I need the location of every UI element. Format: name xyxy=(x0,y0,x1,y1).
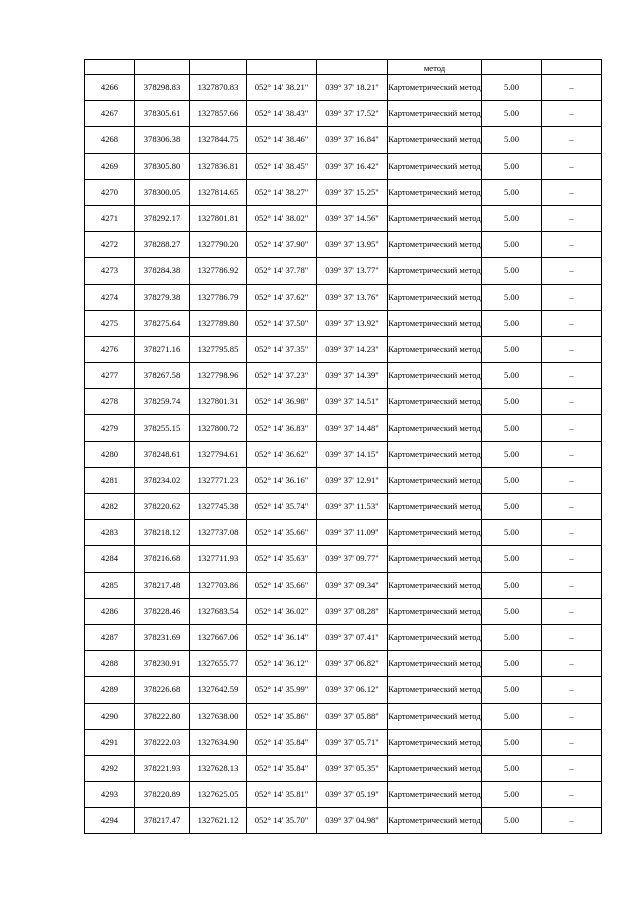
y-coordinate-cell: 1327794.61 xyxy=(190,441,247,467)
longitude-cell: 039° 37' 05.71" xyxy=(317,729,388,755)
latitude-cell: 052° 14' 35.74" xyxy=(247,494,317,520)
point-number-cell: 4282 xyxy=(85,494,135,520)
longitude-cell: 039° 37' 14.15" xyxy=(317,441,388,467)
accuracy-cell: 5.00 xyxy=(482,363,542,389)
note-cell: – xyxy=(542,258,602,284)
latitude-cell: 052° 14' 35.84" xyxy=(247,755,317,781)
accuracy-cell: 5.00 xyxy=(482,624,542,650)
method-cell: Картометрический метод xyxy=(388,153,482,179)
longitude-cell: 039° 37' 13.77" xyxy=(317,258,388,284)
table-row xyxy=(85,494,602,520)
method-cell: Картометрический метод xyxy=(388,101,482,127)
latitude-cell: 052° 14' 35.70" xyxy=(247,808,317,834)
latitude-cell: 052° 14' 38.45" xyxy=(247,153,317,179)
table-row xyxy=(85,205,602,231)
x-coordinate-cell: 378221.93 xyxy=(135,755,190,781)
x-coordinate-cell: 378275.64 xyxy=(135,310,190,336)
latitude-cell: 052° 14' 35.66" xyxy=(247,520,317,546)
note-cell: – xyxy=(542,101,602,127)
point-number-cell: 4288 xyxy=(85,651,135,677)
longitude-cell: 039° 37' 14.56" xyxy=(317,205,388,231)
x-coordinate-cell: 378306.38 xyxy=(135,127,190,153)
accuracy-cell: 5.00 xyxy=(482,703,542,729)
longitude-cell: 039° 37' 14.51" xyxy=(317,389,388,415)
x-coordinate-cell: 378216.68 xyxy=(135,546,190,572)
x-coordinate-cell: 378226.68 xyxy=(135,677,190,703)
longitude-cell: 039° 37' 13.76" xyxy=(317,284,388,310)
x-coordinate-cell: 378217.48 xyxy=(135,572,190,598)
note-cell: – xyxy=(542,520,602,546)
table-row xyxy=(85,808,602,834)
longitude-cell: 039° 37' 05.19" xyxy=(317,782,388,808)
accuracy-cell: 5.00 xyxy=(482,101,542,127)
note-cell: – xyxy=(542,363,602,389)
table-row xyxy=(85,624,602,650)
method-cell: Картометрический метод xyxy=(388,546,482,572)
longitude-cell: 039° 37' 15.25" xyxy=(317,179,388,205)
point-number-cell: 4278 xyxy=(85,389,135,415)
accuracy-cell: 5.00 xyxy=(482,179,542,205)
longitude-cell: 039° 37' 16.42" xyxy=(317,153,388,179)
accuracy-cell: 5.00 xyxy=(482,677,542,703)
document-page xyxy=(84,59,601,834)
latitude-cell: 052° 14' 37.23" xyxy=(247,363,317,389)
note-cell: – xyxy=(542,389,602,415)
accuracy-cell: 5.00 xyxy=(482,284,542,310)
table-row xyxy=(85,415,602,441)
point-number-cell: 4274 xyxy=(85,284,135,310)
point-number-cell: 4294 xyxy=(85,808,135,834)
latitude-cell: 052° 14' 36.16" xyxy=(247,467,317,493)
y-coordinate-cell: 1327737.08 xyxy=(190,520,247,546)
point-number-cell: 4291 xyxy=(85,729,135,755)
x-coordinate-cell: 378218.12 xyxy=(135,520,190,546)
method-cell: Картометрический метод xyxy=(388,598,482,624)
accuracy-cell: 5.00 xyxy=(482,782,542,808)
x-coordinate-cell: 378271.16 xyxy=(135,336,190,362)
y-coordinate-cell: 1327703.86 xyxy=(190,572,247,598)
note-cell: – xyxy=(542,755,602,781)
longitude-cell: 039° 37' 11.09" xyxy=(317,520,388,546)
note-cell: – xyxy=(542,415,602,441)
y-coordinate-cell: 1327801.81 xyxy=(190,205,247,231)
note-cell: – xyxy=(542,598,602,624)
method-cell: Картометрический метод xyxy=(388,258,482,284)
method-cell: Картометрический метод xyxy=(388,624,482,650)
table-row xyxy=(85,153,602,179)
note-cell: – xyxy=(542,75,602,101)
point-number-cell: 4286 xyxy=(85,598,135,624)
table-row xyxy=(85,101,602,127)
accuracy-cell: 5.00 xyxy=(482,546,542,572)
accuracy-cell: 5.00 xyxy=(482,75,542,101)
table-row xyxy=(85,598,602,624)
table-row xyxy=(85,127,602,153)
y-coordinate-cell: 1327634.90 xyxy=(190,729,247,755)
x-coordinate-cell: 378222.03 xyxy=(135,729,190,755)
table-row xyxy=(85,782,602,808)
point-number-cell: 4280 xyxy=(85,441,135,467)
point-number-cell: 4271 xyxy=(85,205,135,231)
method-cell: Картометрический метод xyxy=(388,703,482,729)
method-cell: Картометрический метод xyxy=(388,179,482,205)
y-coordinate-cell: 1327771.23 xyxy=(190,467,247,493)
y-coordinate-cell: 1327711.93 xyxy=(190,546,247,572)
table-cell xyxy=(317,60,388,75)
table-row xyxy=(85,651,602,677)
method-cell: Картометрический метод xyxy=(388,520,482,546)
point-number-cell: 4290 xyxy=(85,703,135,729)
x-coordinate-cell: 378298.83 xyxy=(135,75,190,101)
table-row xyxy=(85,520,602,546)
accuracy-cell: 5.00 xyxy=(482,494,542,520)
latitude-cell: 052° 14' 38.02" xyxy=(247,205,317,231)
longitude-cell: 039° 37' 05.88" xyxy=(317,703,388,729)
latitude-cell: 052° 14' 36.98" xyxy=(247,389,317,415)
table-row xyxy=(85,441,602,467)
accuracy-cell: 5.00 xyxy=(482,651,542,677)
method-cell: Картометрический метод xyxy=(388,310,482,336)
note-cell: – xyxy=(542,782,602,808)
table-row xyxy=(85,232,602,258)
accuracy-cell: 5.00 xyxy=(482,808,542,834)
table-cell xyxy=(388,60,482,75)
y-coordinate-cell: 1327655.77 xyxy=(190,651,247,677)
coordinates-table xyxy=(84,59,602,834)
y-coordinate-cell: 1327844.75 xyxy=(190,127,247,153)
longitude-cell: 039° 37' 04.98" xyxy=(317,808,388,834)
point-number-cell: 4273 xyxy=(85,258,135,284)
latitude-cell: 052° 14' 36.12" xyxy=(247,651,317,677)
x-coordinate-cell: 378284.38 xyxy=(135,258,190,284)
latitude-cell: 052° 14' 38.21" xyxy=(247,75,317,101)
note-cell: – xyxy=(542,153,602,179)
method-cell: Картометрический метод xyxy=(388,467,482,493)
longitude-cell: 039° 37' 14.39" xyxy=(317,363,388,389)
table-row xyxy=(85,258,602,284)
note-cell: – xyxy=(542,336,602,362)
point-number-cell: 4275 xyxy=(85,310,135,336)
y-coordinate-cell: 1327798.96 xyxy=(190,363,247,389)
longitude-cell: 039° 37' 09.77" xyxy=(317,546,388,572)
y-coordinate-cell: 1327628.13 xyxy=(190,755,247,781)
accuracy-cell: 5.00 xyxy=(482,127,542,153)
note-cell: – xyxy=(542,127,602,153)
accuracy-cell: 5.00 xyxy=(482,598,542,624)
note-cell: – xyxy=(542,624,602,650)
latitude-cell: 052° 14' 35.86" xyxy=(247,703,317,729)
note-cell: – xyxy=(542,546,602,572)
method-cell: Картометрический метод xyxy=(388,284,482,310)
x-coordinate-cell: 378217.47 xyxy=(135,808,190,834)
y-coordinate-cell: 1327625.05 xyxy=(190,782,247,808)
y-coordinate-cell: 1327667.06 xyxy=(190,624,247,650)
x-coordinate-cell: 378288.27 xyxy=(135,232,190,258)
latitude-cell: 052° 14' 36.62" xyxy=(247,441,317,467)
table-row xyxy=(85,729,602,755)
accuracy-cell: 5.00 xyxy=(482,415,542,441)
y-coordinate-cell: 1327789.80 xyxy=(190,310,247,336)
method-cell: Картометрический метод xyxy=(388,494,482,520)
accuracy-cell: 5.00 xyxy=(482,336,542,362)
point-number-cell: 4266 xyxy=(85,75,135,101)
method-cell: Картометрический метод xyxy=(388,205,482,231)
y-coordinate-cell: 1327836.81 xyxy=(190,153,247,179)
point-number-cell: 4277 xyxy=(85,363,135,389)
method-cell: Картометрический метод xyxy=(388,755,482,781)
point-number-cell: 4289 xyxy=(85,677,135,703)
y-coordinate-cell: 1327786.79 xyxy=(190,284,247,310)
table-row xyxy=(85,310,602,336)
table-row xyxy=(85,389,602,415)
longitude-cell: 039° 37' 09.34" xyxy=(317,572,388,598)
point-number-cell: 4292 xyxy=(85,755,135,781)
accuracy-cell: 5.00 xyxy=(482,153,542,179)
accuracy-cell: 5.00 xyxy=(482,467,542,493)
point-number-cell: 4285 xyxy=(85,572,135,598)
method-cell: Картометрический метод xyxy=(388,389,482,415)
y-coordinate-cell: 1327790.20 xyxy=(190,232,247,258)
method-cell: Картометрический метод xyxy=(388,808,482,834)
y-coordinate-cell: 1327801.31 xyxy=(190,389,247,415)
table-row xyxy=(85,336,602,362)
note-cell: – xyxy=(542,651,602,677)
table-row xyxy=(85,546,602,572)
point-number-cell: 4272 xyxy=(85,232,135,258)
point-number-cell: 4293 xyxy=(85,782,135,808)
longitude-cell: 039° 37' 05.35" xyxy=(317,755,388,781)
note-cell: – xyxy=(542,467,602,493)
table-row xyxy=(85,755,602,781)
method-cell: Картометрический метод xyxy=(388,363,482,389)
y-coordinate-cell: 1327795.85 xyxy=(190,336,247,362)
y-coordinate-cell: 1327683.54 xyxy=(190,598,247,624)
longitude-cell: 039° 37' 13.92" xyxy=(317,310,388,336)
note-cell: – xyxy=(542,205,602,231)
table-cell xyxy=(190,60,247,75)
note-cell: – xyxy=(542,572,602,598)
note-cell: – xyxy=(542,310,602,336)
y-coordinate-cell: 1327870.83 xyxy=(190,75,247,101)
latitude-cell: 052° 14' 35.81" xyxy=(247,782,317,808)
latitude-cell: 052° 14' 36.14" xyxy=(247,624,317,650)
longitude-cell: 039° 37' 08.28" xyxy=(317,598,388,624)
accuracy-cell: 5.00 xyxy=(482,389,542,415)
y-coordinate-cell: 1327745.38 xyxy=(190,494,247,520)
table-row xyxy=(85,284,602,310)
accuracy-cell: 5.00 xyxy=(482,232,542,258)
point-number-cell: 4268 xyxy=(85,127,135,153)
latitude-cell: 052° 14' 37.78" xyxy=(247,258,317,284)
method-cell: Картометрический метод xyxy=(388,441,482,467)
longitude-cell: 039° 37' 11.53" xyxy=(317,494,388,520)
latitude-cell: 052° 14' 36.02" xyxy=(247,598,317,624)
latitude-cell: 052° 14' 35.66" xyxy=(247,572,317,598)
x-coordinate-cell: 378220.89 xyxy=(135,782,190,808)
note-cell: – xyxy=(542,703,602,729)
latitude-cell: 052° 14' 38.46" xyxy=(247,127,317,153)
point-number-cell: 4283 xyxy=(85,520,135,546)
x-coordinate-cell: 378222.80 xyxy=(135,703,190,729)
latitude-cell: 052° 14' 35.99" xyxy=(247,677,317,703)
table-row xyxy=(85,572,602,598)
longitude-cell: 039° 37' 13.95" xyxy=(317,232,388,258)
x-coordinate-cell: 378267.58 xyxy=(135,363,190,389)
table-continuation-row xyxy=(85,60,602,75)
point-number-cell: 4281 xyxy=(85,467,135,493)
longitude-cell: 039° 37' 16.84" xyxy=(317,127,388,153)
note-cell: – xyxy=(542,494,602,520)
y-coordinate-cell: 1327786.92 xyxy=(190,258,247,284)
table-row xyxy=(85,467,602,493)
point-number-cell: 4267 xyxy=(85,101,135,127)
point-number-cell: 4270 xyxy=(85,179,135,205)
x-coordinate-cell: 378231.69 xyxy=(135,624,190,650)
longitude-cell: 039° 37' 07.41" xyxy=(317,624,388,650)
x-coordinate-cell: 378279.38 xyxy=(135,284,190,310)
method-cell: Картометрический метод xyxy=(388,336,482,362)
accuracy-cell: 5.00 xyxy=(482,729,542,755)
x-coordinate-cell: 378259.74 xyxy=(135,389,190,415)
table-body xyxy=(85,60,602,834)
latitude-cell: 052° 14' 38.43" xyxy=(247,101,317,127)
table-row xyxy=(85,363,602,389)
table-row xyxy=(85,703,602,729)
point-number-cell: 4276 xyxy=(85,336,135,362)
accuracy-cell: 5.00 xyxy=(482,441,542,467)
note-cell: – xyxy=(542,729,602,755)
x-coordinate-cell: 378230.91 xyxy=(135,651,190,677)
x-coordinate-cell: 378234.02 xyxy=(135,467,190,493)
method-cell: Картометрический метод xyxy=(388,677,482,703)
method-cell: Картометрический метод xyxy=(388,415,482,441)
longitude-cell: 039° 37' 06.12" xyxy=(317,677,388,703)
latitude-cell: 052° 14' 35.84" xyxy=(247,729,317,755)
latitude-cell: 052° 14' 37.90" xyxy=(247,232,317,258)
accuracy-cell: 5.00 xyxy=(482,310,542,336)
x-coordinate-cell: 378292.17 xyxy=(135,205,190,231)
x-coordinate-cell: 378228.46 xyxy=(135,598,190,624)
note-cell: – xyxy=(542,677,602,703)
method-cell: Картометрический метод xyxy=(388,232,482,258)
y-coordinate-cell: 1327638.00 xyxy=(190,703,247,729)
latitude-cell: 052° 14' 36.83" xyxy=(247,415,317,441)
method-cell: Картометрический метод xyxy=(388,782,482,808)
x-coordinate-cell: 378305.80 xyxy=(135,153,190,179)
longitude-cell: 039° 37' 18.21" xyxy=(317,75,388,101)
latitude-cell: 052° 14' 37.50" xyxy=(247,310,317,336)
table-row xyxy=(85,75,602,101)
table-cell xyxy=(482,60,542,75)
x-coordinate-cell: 378220.62 xyxy=(135,494,190,520)
accuracy-cell: 5.00 xyxy=(482,520,542,546)
point-number-cell: 4287 xyxy=(85,624,135,650)
latitude-cell: 052° 14' 38.27" xyxy=(247,179,317,205)
table-cell xyxy=(135,60,190,75)
method-cell: Картометрический метод xyxy=(388,127,482,153)
method-cell: Картометрический метод xyxy=(388,572,482,598)
method-cell: Картометрический метод xyxy=(388,651,482,677)
table-cell xyxy=(247,60,317,75)
latitude-cell: 052° 14' 37.62" xyxy=(247,284,317,310)
y-coordinate-cell: 1327814.65 xyxy=(190,179,247,205)
y-coordinate-cell: 1327800.72 xyxy=(190,415,247,441)
accuracy-cell: 5.00 xyxy=(482,205,542,231)
table-row xyxy=(85,677,602,703)
table-row xyxy=(85,179,602,205)
x-coordinate-cell: 378305.61 xyxy=(135,101,190,127)
note-cell: – xyxy=(542,808,602,834)
longitude-cell: 039° 37' 14.48" xyxy=(317,415,388,441)
point-number-cell: 4269 xyxy=(85,153,135,179)
y-coordinate-cell: 1327621.12 xyxy=(190,808,247,834)
note-cell: – xyxy=(542,284,602,310)
x-coordinate-cell: 378300.05 xyxy=(135,179,190,205)
method-cell: Картометрический метод xyxy=(388,75,482,101)
y-coordinate-cell: 1327642.59 xyxy=(190,677,247,703)
latitude-cell: 052° 14' 35.63" xyxy=(247,546,317,572)
accuracy-cell: 5.00 xyxy=(482,572,542,598)
longitude-cell: 039° 37' 06.82" xyxy=(317,651,388,677)
x-coordinate-cell: 378255.15 xyxy=(135,415,190,441)
table-cell xyxy=(542,60,602,75)
note-cell: – xyxy=(542,232,602,258)
longitude-cell: 039° 37' 14.23" xyxy=(317,336,388,362)
note-cell: – xyxy=(542,179,602,205)
point-number-cell: 4279 xyxy=(85,415,135,441)
x-coordinate-cell: 378248.61 xyxy=(135,441,190,467)
point-number-cell: 4284 xyxy=(85,546,135,572)
method-cell: Картометрический метод xyxy=(388,729,482,755)
table-cell xyxy=(85,60,135,75)
y-coordinate-cell: 1327857.66 xyxy=(190,101,247,127)
accuracy-cell: 5.00 xyxy=(482,755,542,781)
longitude-cell: 039° 37' 12.91" xyxy=(317,467,388,493)
accuracy-cell: 5.00 xyxy=(482,258,542,284)
method-tail-text: метод xyxy=(423,62,446,73)
longitude-cell: 039° 37' 17.52" xyxy=(317,101,388,127)
latitude-cell: 052° 14' 37.35" xyxy=(247,336,317,362)
note-cell: – xyxy=(542,441,602,467)
